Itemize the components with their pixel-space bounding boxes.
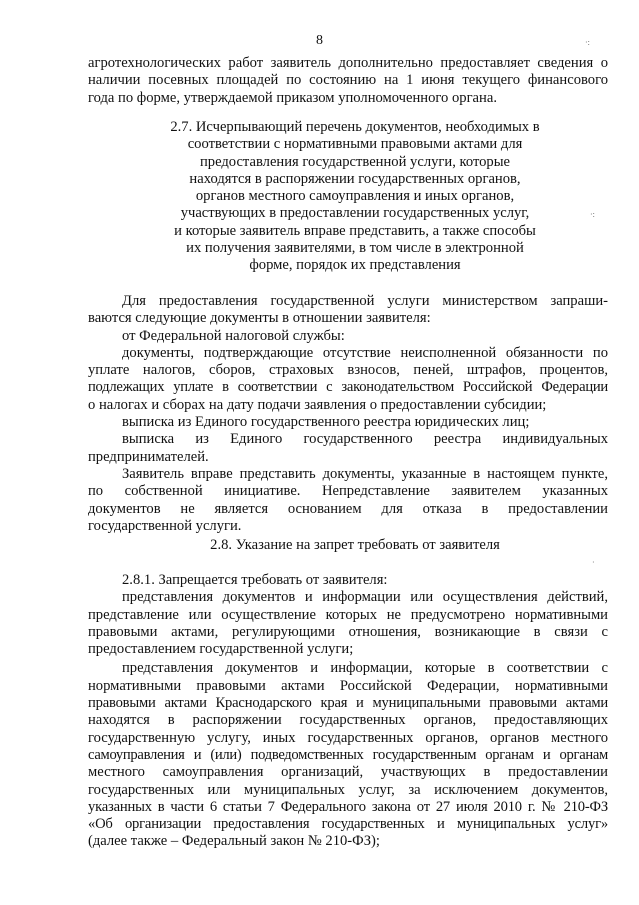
- text-line: 2.8.1. Запрещается требовать от заявителя:: [122, 572, 388, 588]
- text-line: документов не является основанием для отказа в предоставлении: [88, 500, 608, 517]
- text-line: документы, подтверждающие отсутствие неисполненной обязанности по: [122, 344, 608, 361]
- text-line: самоуправления и (или) подведомственных государственным органам и органам: [88, 746, 608, 763]
- text-line: ваются следующие документы в отношении заявителя:: [88, 310, 431, 327]
- heading-line: их получения заявителями, в том числе в электронной: [186, 240, 524, 257]
- text-line: представление или осуществление которых не предусмотрено нормативными: [88, 606, 608, 623]
- heading-line: и которые заявитель вправе представить, а также способы: [174, 222, 536, 239]
- heading-line: соответствии с нормативными правовыми актами для: [187, 136, 523, 153]
- text-line: предоставлением государственной услуги;: [88, 641, 354, 658]
- text-line: от Федеральной налоговой службы:: [122, 327, 345, 344]
- text-line: «Об организации предоставления государственных и муниципальных услуг»: [88, 816, 608, 833]
- section-2-7-body: [88, 293, 608, 535]
- text-line: представления документов и информации, которые в соответствии с: [122, 660, 608, 677]
- heading-line: органов местного самоуправления и иных органов,: [195, 188, 515, 205]
- heading-line: находятся в распоряжении государственных органов,: [189, 170, 521, 187]
- text-line: уплате налогов, сборов, страховых взносов, пеней, штрафов, процентов,: [88, 362, 608, 379]
- text-line: агротехнологических работ заявитель дополнительно предоставляет сведения о: [88, 55, 608, 71]
- text-line: о налогах и сборах на дату подачи заявления о предоставлении субсидии;: [88, 396, 547, 413]
- text-line: местного самоуправления организаций, участвующих в предоставлении: [88, 764, 608, 781]
- text-line: Для предоставления государственной услуги министерством запраши-: [122, 293, 608, 309]
- text-line: государственной услуги.: [88, 517, 242, 534]
- text-line: (далее также – Федеральный закон № 210-ФЗ);: [88, 833, 380, 850]
- top-paragraph: [88, 55, 608, 107]
- heading-line: предоставления государственной услуги, которые: [199, 153, 511, 170]
- text-line: находятся в распоряжении государственных органов, предоставляющих: [88, 712, 608, 729]
- page-number: 8: [316, 33, 323, 48]
- text-line: государственную услугу, иных государственных органов, органов местного: [88, 729, 608, 746]
- scan-speck: ·:: [585, 38, 590, 47]
- text-line: государственных или муниципальных услуг, за исключением документов,: [88, 781, 608, 798]
- text-line: года по форме, утверждаемой приказом уполномоченного органа.: [88, 89, 497, 106]
- heading-line: форме, порядок их представления: [249, 257, 461, 274]
- text-line: наличии посевных площадей по состоянию на 1 июня текущего финансового: [88, 72, 608, 89]
- text-line: представления документов и информации или осуществления действий,: [122, 589, 608, 606]
- heading-line: 2.7. Исчерпывающий перечень документов, необходимых в: [170, 119, 540, 135]
- scan-speck: ·: [592, 558, 595, 567]
- section-heading-2-8: 2.8. Указание на запрет требовать от заявителя: [210, 537, 500, 553]
- text-line: нормативными правовыми актами Российской Федерации, нормативными: [88, 677, 608, 694]
- text-line: предпринимателей.: [88, 448, 209, 465]
- text-line: выписка из Единого государственного реестра юридических лиц;: [122, 414, 530, 431]
- text-line: указанных в части 6 статьи 7 Федерального закона от 27 июля 2010 г. № 210-ФЗ: [88, 798, 608, 815]
- text-line: подлежащих уплате в соответствии с законодательством Российской Федерации: [88, 379, 608, 396]
- text-line: выписка из Единого государственного реестра индивидуальных: [122, 431, 608, 448]
- heading-line: участвующих в предоставлении государственных услуг,: [180, 205, 530, 222]
- text-line: Заявитель вправе представить документы, указанные в настоящем пункте,: [122, 465, 608, 482]
- text-line: по собственной инициативе. Непредставление заявителем указанных: [88, 483, 608, 500]
- scan-speck: ·:: [590, 210, 595, 219]
- text-line: правовыми актами Краснодарского края и муниципальными правовыми актами: [88, 695, 608, 712]
- section-2-8-body: [88, 572, 608, 851]
- text-line: правовыми актами, регулирующими отношения, возникающие в связи с: [88, 623, 608, 640]
- section-heading-2-7: [120, 119, 590, 275]
